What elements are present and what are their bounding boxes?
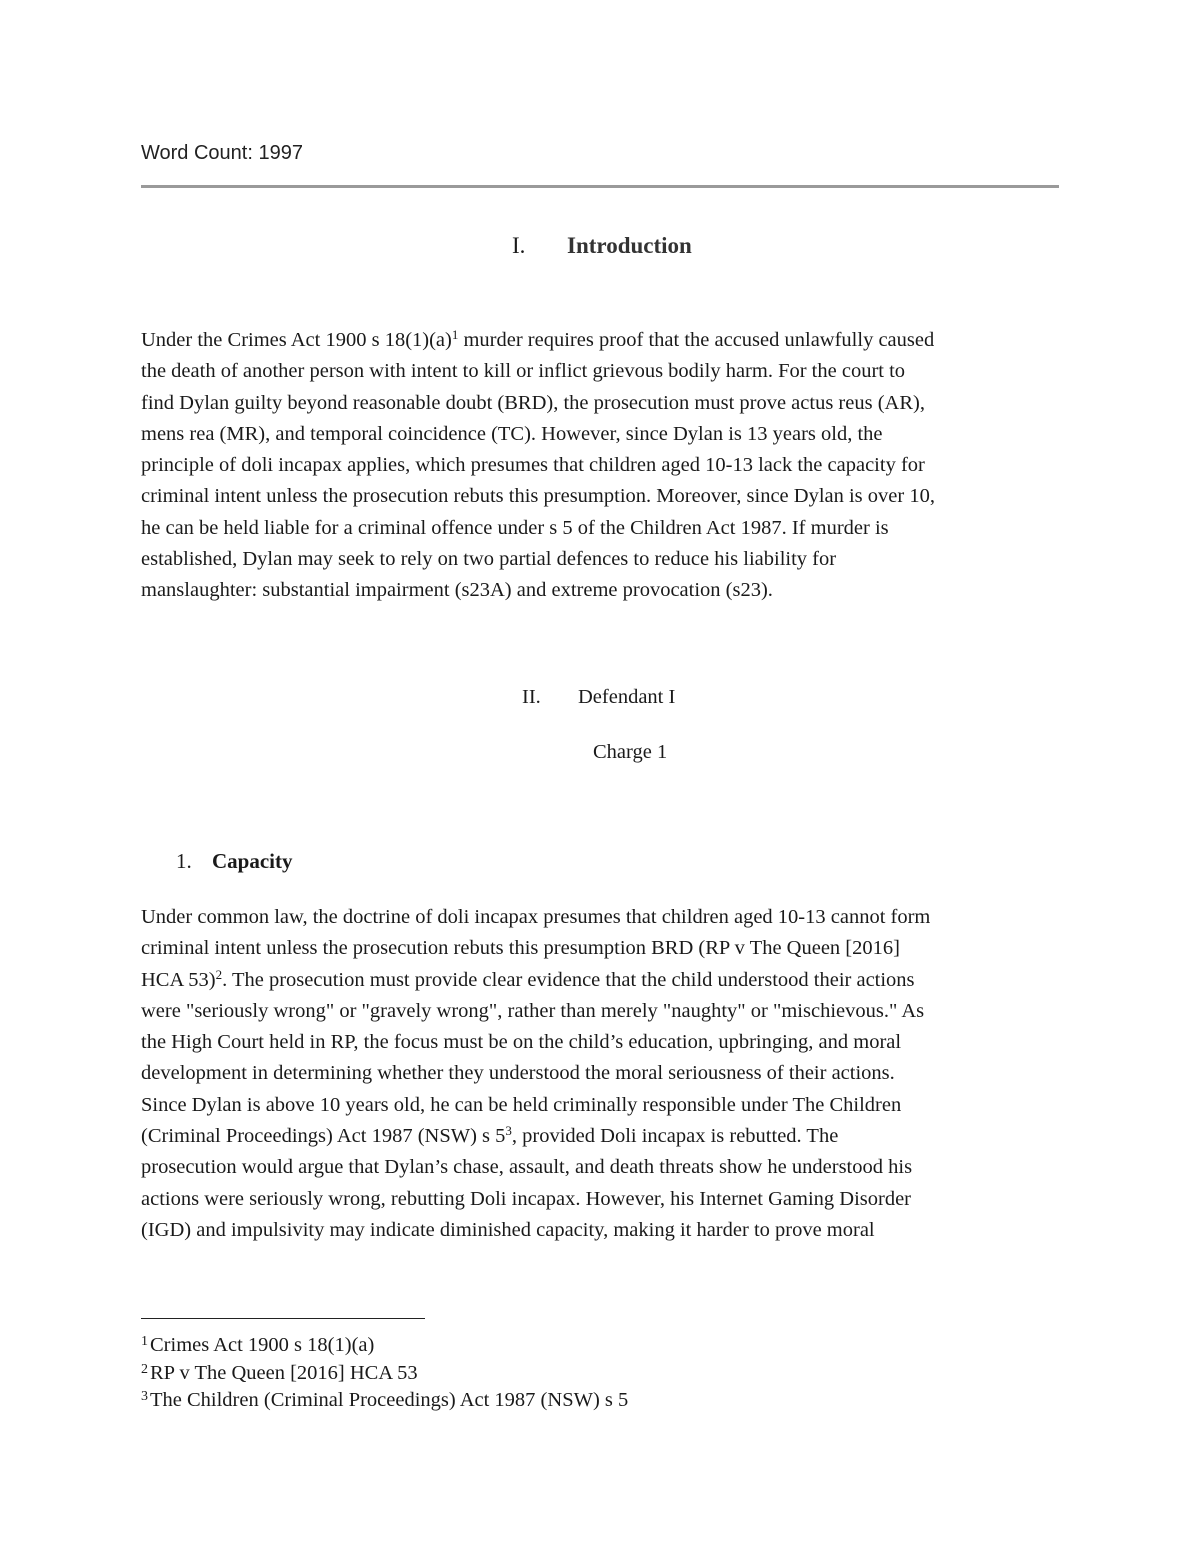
paragraph-line <box>141 996 1071 1027</box>
paragraph-line <box>141 1215 1071 1246</box>
paragraph-line <box>141 933 1071 964</box>
line-text: HCA 53) <box>141 968 216 991</box>
line-text: murder requires proof that the accused unlawfully caused <box>458 329 935 351</box>
line-text: Under the Crimes Act 1900 s 18(1)(a) <box>141 329 452 351</box>
line-text: criminal intent unless the prosecution rebuts this presumption BRD (RP v The Queen [2016] <box>141 937 900 960</box>
subsection-title: Capacity <box>212 849 293 873</box>
paragraph-line <box>141 419 1071 450</box>
footnote-mark: 1 <box>141 1334 148 1349</box>
line-text: the death of another person with intent to kill or inflict grievous bodily harm. For the court to <box>141 360 906 383</box>
line-text: the High Court held in RP, the focus must be on the child’s education, upbringing, and moral <box>141 1031 902 1054</box>
paragraph-line <box>141 965 1071 996</box>
line-text: mens rea (MR), and temporal coincidence (TC). However, since Dylan is 13 years old, the <box>141 422 883 445</box>
line-text: Since Dylan is above 10 years old, he can be held criminally responsible under The Children <box>141 1093 902 1116</box>
paragraph-line <box>141 356 1071 387</box>
line-text: manslaughter: substantial impairment (s23A) and extreme provocation (s23). <box>141 579 773 602</box>
footnote-mark: 2 <box>141 1361 148 1377</box>
footnote-text: Crimes Act 1900 s 18(1)(a) <box>150 1334 375 1356</box>
footnote-text: The Children (Criminal Proceedings) Act 1987 (NSW) s 5 <box>150 1389 629 1411</box>
charge-heading: Charge 1 <box>593 741 668 763</box>
paragraph-line <box>141 1152 1071 1183</box>
footnote-text: RP v The Queen [2016] HCA 53 <box>150 1361 418 1384</box>
line-text: , provided Doli incapax is rebutted. The <box>511 1125 839 1148</box>
line-text: development in determining whether they understood the moral seriousness of their actions. <box>141 1062 895 1085</box>
footnote <box>141 1332 628 1360</box>
paragraph-line <box>141 902 1071 933</box>
paragraph-line <box>141 388 1071 419</box>
line-text: prosecution would argue that Dylan’s chase, assault, and death threats show he understood his <box>141 1156 913 1179</box>
capacity-paragraph <box>141 902 1071 1246</box>
line-text: actions were seriously wrong, rebutting Doli incapax. However, his Internet Gaming Disorder <box>141 1187 912 1210</box>
line-text: principle of doli incapax applies, which presumes that children aged 10-13 lack the capacity for <box>141 454 925 477</box>
paragraph-line <box>141 1121 1071 1152</box>
line-text: established, Dylan may seek to rely on two partial defences to reduce his liability for <box>141 548 837 571</box>
footnote-reference: 1 <box>451 327 459 342</box>
section-title: Introduction <box>567 233 692 258</box>
section-number: I. <box>512 233 526 258</box>
paragraph-line <box>141 1184 1071 1215</box>
subsection-number: 1. <box>176 849 192 873</box>
footnote-mark: 3 <box>141 1389 148 1404</box>
paragraph-line <box>141 1027 1071 1058</box>
footnote <box>141 1387 628 1415</box>
paragraph-line <box>141 1090 1071 1121</box>
line-text: (Criminal Proceedings) Act 1987 (NSW) s 5 <box>141 1125 506 1148</box>
paragraph-line <box>141 1058 1071 1089</box>
footnote-reference: 3 <box>505 1123 512 1139</box>
paragraph-line <box>141 575 1071 606</box>
section-title: Defendant I <box>578 686 676 708</box>
footnote <box>141 1360 628 1388</box>
footnotes <box>141 1332 628 1415</box>
header-rule <box>141 185 1059 188</box>
introduction-paragraph <box>141 325 1071 607</box>
footnote-reference: 2 <box>215 966 223 982</box>
paragraph-line <box>141 513 1071 544</box>
line-text: . The prosecution must provide clear evidence that the child understood their actions <box>222 968 915 991</box>
footnote-separator <box>141 1318 425 1319</box>
line-text: were "seriously wrong" or "gravely wrong", rather than merely "naughty" or "mischievous." As <box>141 999 925 1022</box>
line-text: he can be held liable for a criminal offence under s 5 of the Children Act 1987. If murder is <box>141 516 889 539</box>
word-count: Word Count: 1997 <box>141 142 303 164</box>
line-text: (IGD) and impulsivity may indicate diminished capacity, making it harder to prove moral <box>141 1218 875 1241</box>
section-number: II. <box>522 686 541 708</box>
line-text: find Dylan guilty beyond reasonable doubt (BRD), the prosecution must prove actus reus (AR), <box>141 391 925 414</box>
paragraph-line <box>141 450 1071 481</box>
line-text: criminal intent unless the prosecution rebuts this presumption. Moreover, since Dylan is over 10, <box>141 485 935 508</box>
line-text: Under common law, the doctrine of doli incapax presumes that children aged 10-13 cannot form <box>141 906 931 928</box>
paragraph-line <box>141 325 1071 356</box>
paragraph-line <box>141 544 1071 575</box>
section-heading-defendant <box>522 686 675 709</box>
subsection-heading-capacity <box>176 849 293 874</box>
paragraph-line <box>141 481 1071 512</box>
section-heading-introduction <box>512 233 692 259</box>
